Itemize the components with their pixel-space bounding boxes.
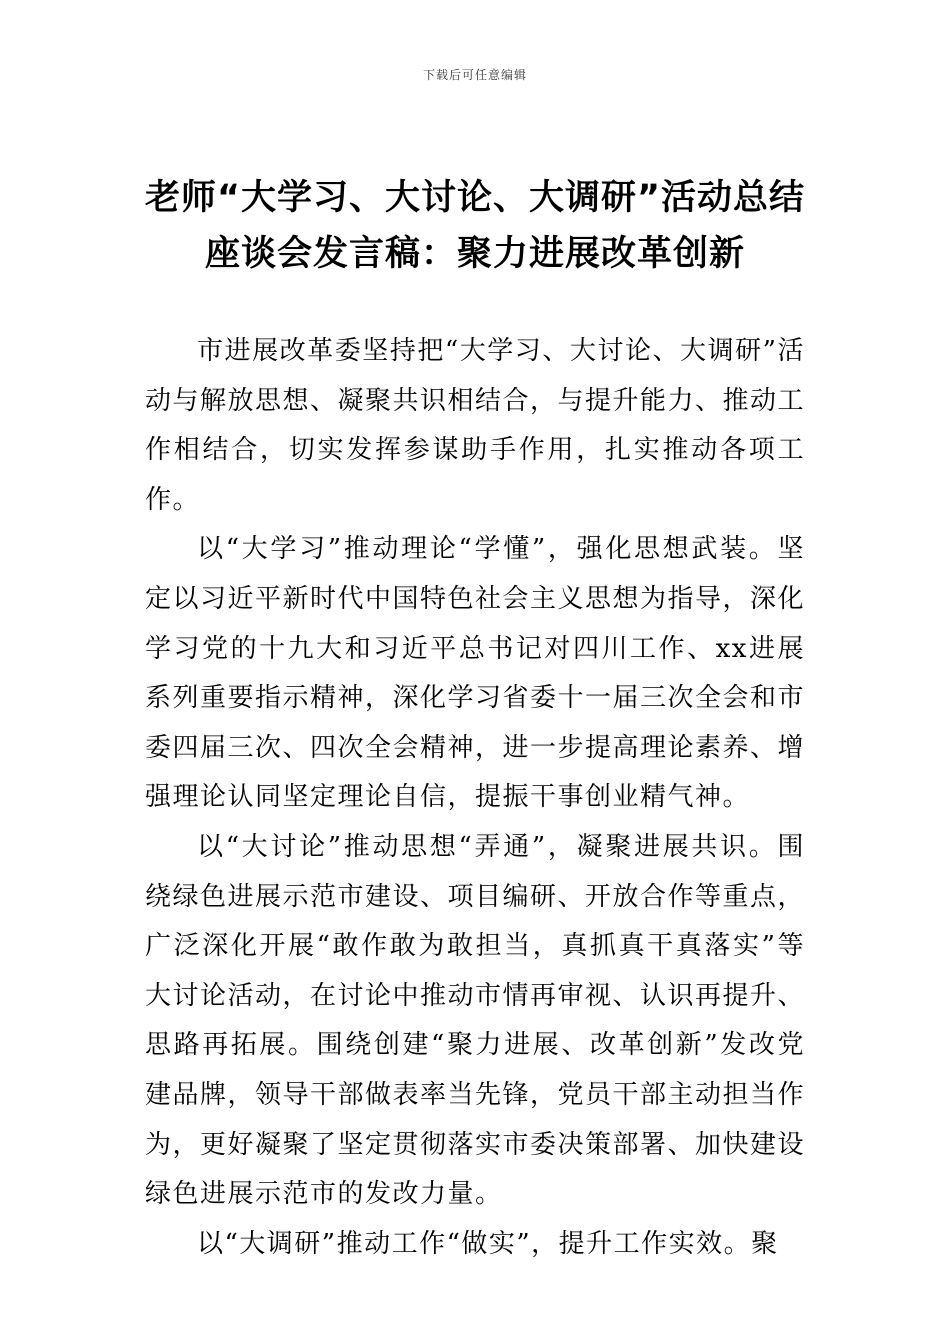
- paragraph: 以“大讨论”推动思想“弄通”，凝聚进展共识。围绕绿色进展示范市建设、项目编研、开放合作等重点，广泛深化开展“敢作敢为敢担当，真抓真干真落实”等大讨论活动，在讨论中推动市情再审视、认识再提升、思路再拓展。围绕创建“聚力进展、改革创新”发改党建品牌，领导干部做表率当先锋，党员干部主动担当作为，更好凝聚了坚定贯彻落实市委决策部署、加快建设绿色进展示范市的发改力量。: [145, 831, 806, 1210]
- paragraph: 以“大学习”推动理论“学懂”，强化思想武装。坚定以习近平新时代中国特色社会主义思想为指导，深化学习党的十九大和习近平总书记对四川工作、xx进展系列重要指示精神，深化学习省委十一届三次全会和市委四届三次、四次全会精神，进一步提高理论素养、增强理论认同坚定理论自信，提振干事创业精气神。: [145, 534, 806, 813]
- document-body: [145, 327, 805, 1269]
- document-title: 老师“大学习、大讨论、大调研”活动总结座谈会发言稿：聚力进展改革创新: [144, 178, 805, 274]
- paragraph: 以“大调研”推动工作“做实”，提升工作实效。聚: [197, 1228, 779, 1259]
- paragraph: 市进展改革委坚持把“大学习、大讨论、大调研”活动与解放思想、凝聚共识相结合，与提升能力、推动工作相结合，切实发挥参谋助手作用，扎实推动各项工作。: [145, 336, 806, 515]
- header-note: 下载后可任意编辑: [422, 68, 527, 82]
